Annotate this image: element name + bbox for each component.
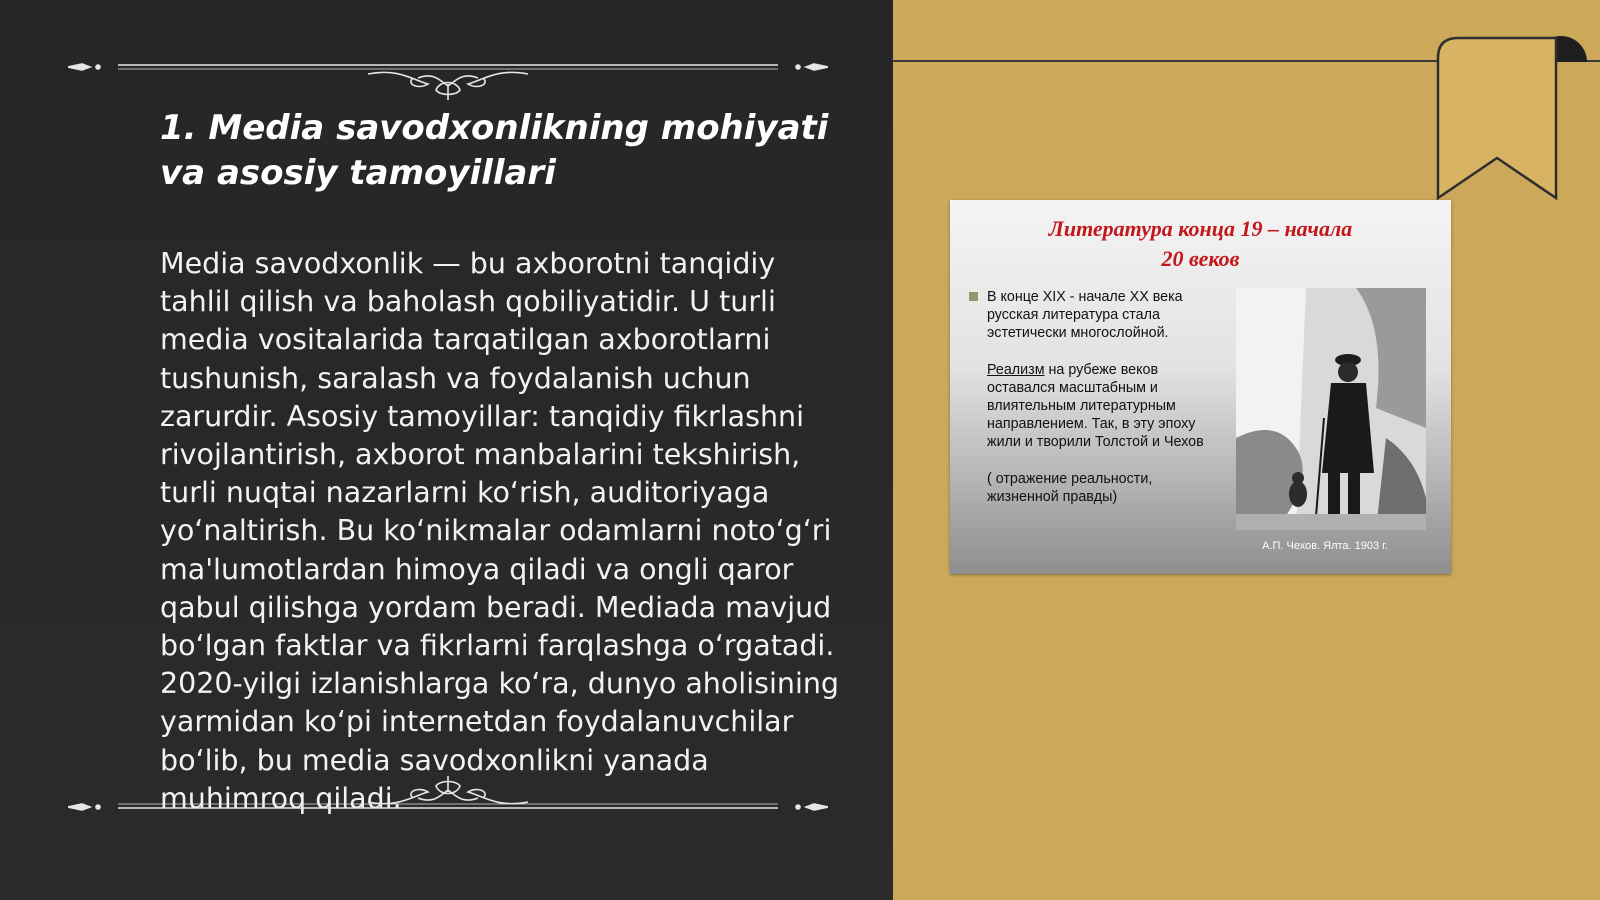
slide-title: 1. Media savodxonlikning mohiyati va asosiy tamoyillari <box>160 108 829 193</box>
embedded-paragraph-3: ( отражение реальности, жизненной правды) <box>987 470 1153 505</box>
embedded-paragraph-2 <box>987 361 1227 452</box>
chekhov-photo <box>1236 288 1426 530</box>
embedded-paragraph-1: В конце XIX - начале XX века русская литература стала эстетически многослойной. <box>987 289 1183 342</box>
bookmark-ribbon <box>1436 36 1562 200</box>
bottom-ornament-divider <box>68 776 828 826</box>
photo-caption: А.П. Чехов. Ялта. 1903 г. <box>1262 540 1388 552</box>
embedded-slide-title: Литература конца 19 – начала 20 веков <box>1048 216 1353 271</box>
photo-illustration <box>1236 288 1426 530</box>
bullet-marker <box>969 292 978 301</box>
embedded-slide-text <box>987 288 1227 524</box>
embedded-paragraph-2-rest: на рубеже веков оставался масштабным и влиятельным литературным направлением. Так, в эту эпоху жили и творили Толстой и Чехов <box>987 361 1204 451</box>
realism-underlined-word: Реализм <box>987 361 1045 378</box>
top-ornament-divider <box>68 50 828 100</box>
slide-body-text: Media savodxonlik — bu axborotni tanqidiy tahlil qilish va baholash qobiliyatidir. U turli media vositalarida tarqatilgan axborotlarni tushunish, saralash va foydalanish uchun zarurdir. Asosiy tamoyillar: tanqidiy fikrlashni rivojlantirish, axborot manbalarini tekshirish, turli nuqtai nazarlarni ko‘rish, auditoriyaga yo‘naltirish. Bu ko‘nikmalar odamlarni noto‘g‘ri ma'lumotlardan himoya qiladi va ongli qaror qabul qilishga yordam beradi. Mediada mavjud bo‘lgan faktlar va fikrlarni farqlashga o‘rgatadi. 2020-yilgi izlanishlarga ko‘ra, dunyo aholisining yarmidan ko‘pi internetdan foydalanuvchilar bo‘lib, bu media savodxonlikni yanada muhimroq qiladi. <box>160 247 840 815</box>
embedded-slide-image <box>950 200 1451 574</box>
